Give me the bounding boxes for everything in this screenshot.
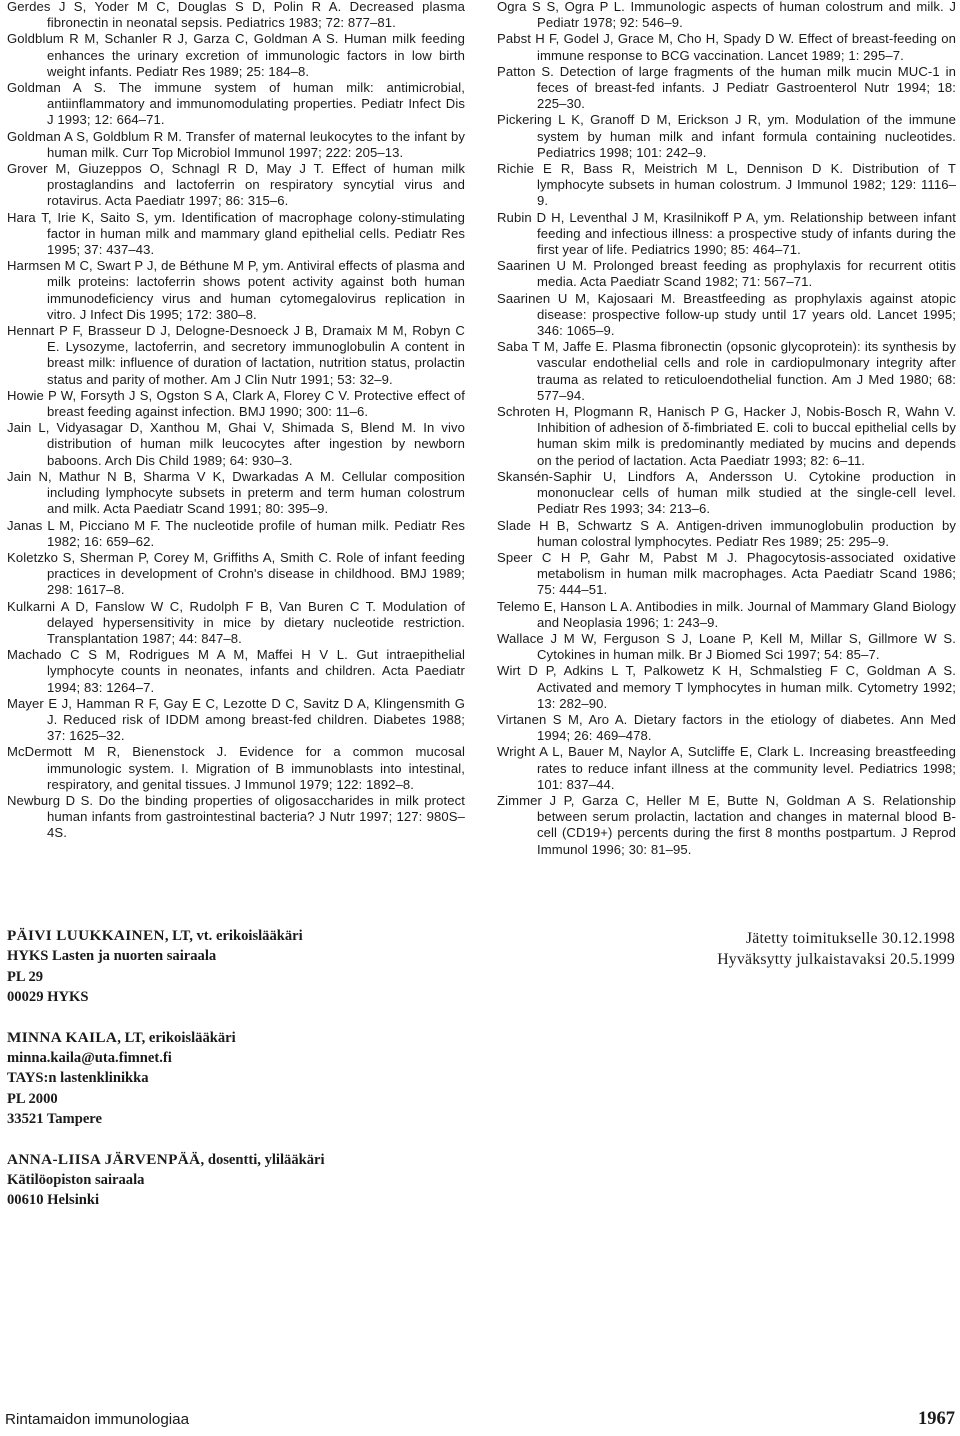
reference-entry: Hennart P F, Brasseur D J, Delogne-Desnoeck J B, Dramaix M M, Robyn C E. Lysozyme, lactoferrin, and secretory immunoglobulin A content in breast milk: influence of duration of lactation, nutrition status, prolactin status and parity of mother. Am J Clin Nutr 1991; 53: 32–9.	[7, 323, 465, 387]
reference-entry: Goldman A S. The immune system of human milk: antimicrobial, antiinflammatory and immunomodulating properties. Pediatr Infect Dis J 1993; 12: 664–71.	[7, 80, 465, 128]
author-name: ANNA-LIISA JÄRVENPÄÄ	[7, 1150, 201, 1168]
author-block-1	[7, 926, 407, 1008]
reference-entry: Speer C H P, Gahr M, Pabst M J. Phagocytosis-associated oxidative metabolism in human milk macrophages. Acta Paediatr Scand 1986; 75: 444–51.	[497, 549, 956, 598]
address-line: Kätilöopiston sairaala	[7, 1172, 145, 1189]
reference-entry: Goldblum R M, Schanler R J, Garza C, Goldman A S. Human milk feeding enhances the urinary excretion of immunologic factors in low birth weight infants. Pediatr Res 1989; 25: 184–8.	[7, 31, 465, 79]
author-name: PÄIVI LUUKKAINEN	[7, 927, 165, 944]
author-title: , dosentti, ylilääkäri	[200, 1151, 325, 1168]
address-line: 00029 HYKS	[7, 989, 89, 1006]
reference-entry: Machado C S M, Rodrigues M A M, Maffei H V L. Gut intraepithelial lymphocyte counts in neonates, infants and children. Acta Paediatr 1994; 83: 1264–7.	[7, 647, 465, 695]
reference-entry: Skansén-Saphir U, Lindfors A, Andersson U. Cytokine production in mononuclear cells of human milk studied at the single-cell level. Pediatr Res 1993; 34: 213–6.	[497, 468, 956, 517]
accepted-date: Hyväksytty julkaistavaksi 20.5.1999	[717, 950, 955, 968]
reference-entry: Grover M, Giuzeppos O, Schnagl R D, May J T. Effect of human milk prostaglandins and lactoferrin on respiratory syncytial virus and rotavirus. Acta Paediatr 1997; 86: 315–6.	[7, 161, 465, 209]
author-block-3	[7, 1150, 407, 1211]
received-date: Jätetty toimitukselle 30.12.1998	[745, 930, 955, 947]
reference-entry: Telemo E, Hanson L A. Antibodies in milk. Journal of Mammary Gland Biology and Neoplasia 1996; 1: 243–9.	[497, 598, 956, 630]
reference-entry: Mayer E J, Hamman R F, Gay E C, Lezotte D C, Savitz D A, Klingensmith G J. Reduced risk of IDDM among breast-fed children. Diabetes 1988; 37: 1625–32.	[7, 695, 465, 744]
reference-entry: Wirt D P, Adkins L T, Palkowetz K H, Schmalstieg F C, Goldman A S. Activated and memory T lymphocytes in human milk. Cytometry 1992; 13: 282–90.	[497, 663, 956, 711]
address-line: 33521 Tampere	[7, 1111, 103, 1128]
page-footer	[5, 1410, 955, 1432]
reference-entry: Patton S. Detection of large fragments of the human milk mucin MUC-1 in feces of breast-fed infants. J Pediatr Gastroenterol Nutr 1994; 18: 225–30.	[497, 63, 956, 112]
reference-entry: Hara T, Irie K, Saito S, ym. Identification of macrophage colony-stimulating factor in human milk and mammary gland epithelial cells. Pediatr Res 1995; 37: 437–43.	[7, 209, 465, 258]
reference-entry: Wallace J M W, Ferguson S J, Loane P, Kell M, Millar S, Gillmore W S. Cytokines in human milk. Br J Biomed Sci 1997; 54: 85–7.	[497, 630, 956, 663]
reference-entry: Newburg D S. Do the binding properties of oligosaccharides in milk protect human infants from gastrointestinal bacteria? J Nutr 1997; 127: 980S–4S.	[7, 792, 465, 841]
author-heading	[7, 1028, 407, 1048]
reference-entry: Rubin D H, Leventhal J M, Krasilnikoff P A, ym. Relationship between infant feeding and infectious illness: a prospective study of infants during the first year of life. Pediatrics 1990; 85: 464–71.	[497, 209, 956, 258]
reference-entry: Schroten H, Plogmann R, Hanisch P G, Hacker J, Nobis-Bosch R, Wahn V. Inhibition of adhesion of δ-fimbriated E. coli to buccal epithelial cells by human skim milk is predominantly mediated by mucins and depends on the period of lactation. Acta Paediatr 1993; 82: 6–11.	[497, 404, 956, 468]
author-addresses	[7, 926, 407, 1231]
reference-entry: Pickering L K, Granoff D M, Erickson J R, ym. Modulation of the immune system by human milk and infant formula containing nucleotides. Pediatrics 1998; 101: 242–9.	[497, 112, 956, 160]
reference-entry: Koletzko S, Sherman P, Corey M, Griffiths A, Smith C. Role of infant feeding practices in development of Crohn's disease in childhood. BMJ 1989; 298: 1617–8.	[7, 549, 465, 598]
address-line: PL 2000	[7, 1090, 58, 1107]
submission-dates	[717, 929, 955, 970]
reference-entry: Gerdes J S, Yoder M C, Douglas S D, Polin R A. Decreased plasma fibronectin in neonatal sepsis. Pediatrics 1983; 72: 877–81.	[7, 0, 465, 31]
address-line: TAYS:n lastenklinikka	[7, 1070, 149, 1087]
reference-entry: Jain N, Mathur N B, Sharma V K, Dwarkadas A M. Cellular composition including lymphocyte subsets in preterm and term human colostrum and milk. Acta Paediatr Scand 1991; 80: 395–9.	[7, 468, 465, 517]
reference-entry: Richie E R, Bass R, Meistrich M L, Dennison D K. Distribution of T lymphocyte subsets in human colostrum. J Immunol 1982; 129: 1116–9.	[497, 161, 956, 209]
reference-entry: Wright A L, Bauer M, Naylor A, Sutcliffe E, Clark L. Increasing breastfeeding rates to reduce infant illness at the community level. Pediatrics 1998; 101: 837–44.	[497, 744, 956, 792]
reference-entry: Janas L M, Picciano M F. The nucleotide profile of human milk. Pediatr Res 1982; 16: 659–62.	[7, 517, 465, 549]
address-line: PL 29	[7, 968, 44, 985]
author-heading	[7, 1150, 407, 1170]
page-number: 1967	[918, 1409, 955, 1429]
reference-entry: Saarinen U M, Kajosaari M. Breastfeeding as prophylaxis against atopic disease: prospective follow-up study until 17 years old. Lancet 1995; 346: 1065–9.	[497, 290, 956, 339]
author-heading	[7, 926, 407, 946]
reference-entry: Jain L, Vidyasagar D, Xanthou M, Ghai V, Shimada S, Blend M. In vivo distribution of human milk leucocytes after ingestion by newborn baboons. Arch Dis Child 1989; 64: 930–3.	[7, 420, 465, 468]
reference-entry: Zimmer J P, Garza C, Heller M E, Butte N, Goldman A S. Relationship between serum prolactin, lactation and changes in maternal blood B-cell (CD19+) percents during the first 8 months postpartum. J Reprod Immunol 1996; 30: 81–95.	[497, 792, 956, 857]
reference-entry: Harmsen M C, Swart P J, de Béthune M P, ym. Antiviral effects of plasma and milk proteins: lactoferrin shows potent activity against both human immunodeficiency virus and human cytomegalovirus replication in vitro. J Infect Dis 1995; 172: 380–8.	[7, 258, 465, 322]
author-email: minna.kaila@uta.fimnet.fi	[7, 1050, 172, 1067]
reference-entry: Slade H B, Schwartz S A. Antigen-driven immunoglobulin production by human colostral lymphocytes. Pediatr Res 1989; 25: 295–9.	[497, 517, 956, 549]
author-title: , LT, vt. erikoislääkäri	[164, 928, 303, 944]
reference-list-right	[497, 0, 956, 858]
reference-entry: Saba T M, Jaffe E. Plasma fibronectin (opsonic glycoprotein): its synthesis by vascular endothelial cells and role in cardiopulmonary integrity after trauma as related to reticuloendothelial function. Am J Med 1980; 68: 577–94.	[497, 339, 956, 403]
reference-entry: Pabst H F, Godel J, Grace M, Cho H, Spady D W. Effect of breast-feeding on immune response to BCG vaccination. Lancet 1989; 1: 295–7.	[497, 31, 956, 63]
reference-entry: Goldman A S, Goldblum R M. Transfer of maternal leukocytes to the infant by human milk. Curr Top Microbiol Immunol 1997; 222: 205–13.	[7, 128, 465, 160]
author-title: , LT, erikoislääkäri	[117, 1029, 236, 1046]
running-title: Rintamaidon immunologiaa	[5, 1411, 190, 1428]
reference-entry: Saarinen U M. Prolonged breast feeding as prophylaxis for recurrent otitis media. Acta Paediatr Scand 1982; 71: 567–71.	[497, 258, 956, 290]
reference-entry: Howie P W, Forsyth J S, Ogston S A, Clark A, Florey C V. Protective effect of breast feeding against infection. BMJ 1990; 300: 11–6.	[7, 387, 465, 420]
address-line: 00610 Helsinki	[7, 1192, 100, 1209]
reference-entry: McDermott M R, Bienenstock J. Evidence for a common mucosal immunologic system. I. Migration of B immunoblasts into intestinal, respiratory, and genital tissues. J Immunol 1979; 122: 1892–8.	[7, 744, 465, 792]
address-line: HYKS Lasten ja nuorten sairaala	[7, 948, 217, 965]
reference-entry: Virtanen S M, Aro A. Dietary factors in the etiology of diabetes. Ann Med 1994; 26: 469–478.	[497, 711, 956, 744]
author-name: MINNA KAILA	[7, 1028, 118, 1046]
reference-entry: Kulkarni A D, Fanslow W C, Rudolph F B, Van Buren C T. Modulation of delayed hypersensitivity in mice by dietary nucleotide restriction. Transplantation 1987; 44: 847–8.	[7, 598, 465, 646]
reference-entry: Ogra S S, Ogra P L. Immunologic aspects of human colostrum and milk. J Pediatr 1978; 92: 546–9.	[497, 0, 956, 31]
reference-list-left	[7, 0, 465, 842]
author-block-2	[7, 1028, 407, 1130]
